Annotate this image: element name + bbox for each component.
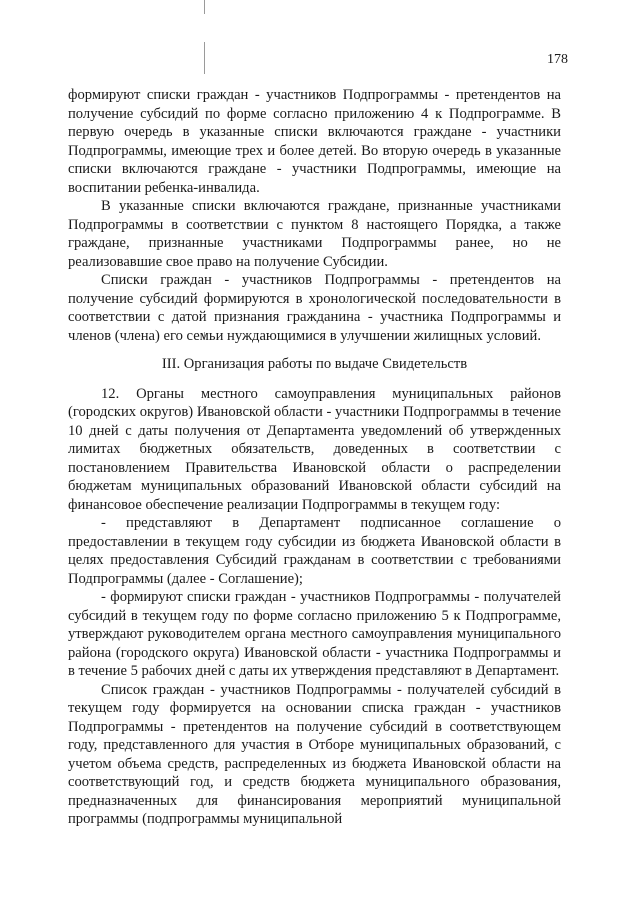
paragraph-lists-formation: формируют списки граждан - участников Подпрограммы - претендентов на получение субсидий по форме согласно приложению 4 к Подпрограмме. В первую очередь в указанные списки включаются граждане - участники Подпрограммы, имеющие трех и более детей. Во вторую очередь в указанные списки включаются граждане - участники Подпрограммы, имеющие на воспитании ребенка-инвалида. xyxy=(68,87,561,196)
scan-mark-upper xyxy=(204,42,205,74)
document-body xyxy=(68,86,561,829)
paragraph-lists-inclusion: В указанные списки включаются граждане, признанные участниками Подпрограммы в соответствии с пунктом 8 настоящего Порядка, а также граждане, признанные участниками Подпрограммы ранее, но не реализовавшие свое право на получение Субсидии. xyxy=(68,198,561,270)
paragraph-lists-chronology: Списки граждан - участников Подпрограммы - претендентов на получение субсидий формируются в хронологической последовательности в соответствии с датой признания гражданина - участника Подпрограммы и членов (члена) его семьи нуждающимися в улучшении жилищных условий. xyxy=(68,272,561,344)
page-number: 178 xyxy=(547,52,568,67)
paragraph-recipient-lists: - формируют списки граждан - участников Подпрограммы - получателей субсидий в текущем году по форме согласно приложению 5 к Подпрограмме, утверждают руководителем органа местного самоуправления муниципального района (городского округа) Ивановской области - участника Подпрограммы и в течение 5 рабочих дней с даты их утверждения представляют в Департамент. xyxy=(68,589,561,679)
scan-mark-top xyxy=(204,0,205,14)
section-heading: III. Организация работы по выдаче Свидетельств xyxy=(161,356,468,372)
paragraph-agreement: - представляют в Департамент подписанное соглашение о предоставлении в текущем году субсидии из бюджета Ивановской области в целях предоставления Субсидий гражданам в соответствии с требованиями Подпрограммы (далее - Соглашение); xyxy=(68,515,561,587)
paragraph-item-12: 12. Органы местного самоуправления муниципальных районов (городских округов) Ивановской области - участники Подпрограммы в течение 10 дней с даты получения от Департамента уведомлений об утвержденных лимитах бюджетных обязательств, доведенных в соответствии с постановлением Правительства Ивановской области о распределении бюджетам муниципальных образований Ивановской области субсидий на финансовое обеспечение реализации Подпрограммы в текущем году: xyxy=(68,385,561,513)
paragraph-list-basis: Список граждан - участников Подпрограммы - получателей субсидий в текущем году формируется на основании списка граждан - участников Подпрограммы - претендентов на получение субсидий в соответствующем году, представленного для участия в Отборе муниципальных образований, с учетом объема средств, распределенных из бюджета Ивановской области на соответствующий год, и средств бюджета муниципального образования, предназначенных для финансирования мероприятий муниципальной программы (подпрограммы муниципальной xyxy=(68,681,561,827)
